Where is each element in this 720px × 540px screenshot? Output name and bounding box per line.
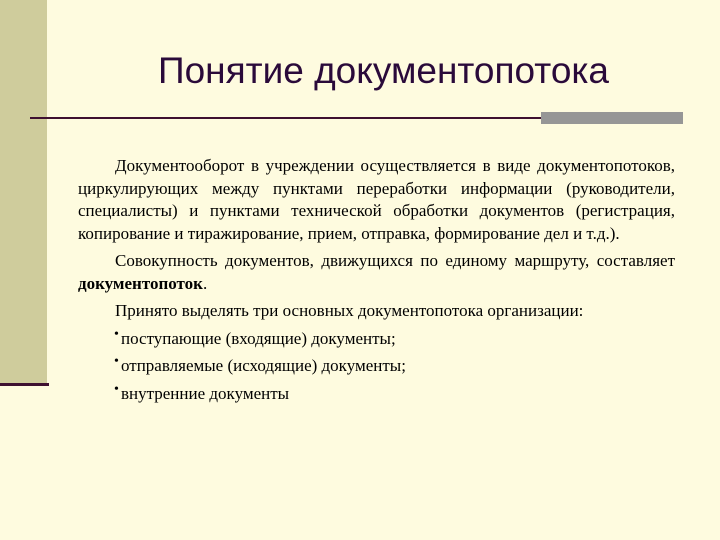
paragraph-main-flows: Принято выделять три основных документопотока организации: [115, 301, 584, 320]
bullet-icon: • [114, 381, 119, 397]
left-bar-underline [0, 383, 49, 386]
list-item-text: отправляемые (исходящие) документы; [121, 356, 406, 375]
list-item [78, 355, 675, 378]
definition-term: документопоток [78, 273, 203, 293]
bullet-icon: • [114, 326, 119, 342]
title-rule-accent [541, 112, 683, 124]
paragraph-definition [78, 250, 675, 295]
slide-title: Понятие документопотока [157, 50, 609, 91]
left-decorative-bar [0, 0, 47, 383]
definition-end: . [202, 273, 208, 293]
list-item [78, 383, 675, 406]
list-item-text: поступающие (входящие) документы; [121, 328, 396, 348]
slide-body [78, 155, 675, 410]
bullet-icon: • [114, 354, 119, 369]
list-item [78, 328, 675, 351]
definition-text: Совокупность документов, движущихся по единому маршруту, составляет [115, 251, 675, 270]
paragraph-document-flow: Документооборот в учреждении осуществляется в виде документопотоков, циркулирующих между пунктами переработки информации (руководители, специалисты) и пунктами технической обработки документов (регистрация, копирование и тиражирование, прием, отправка, формирование дел и т.д.). [78, 156, 675, 243]
flow-list [78, 328, 675, 406]
list-item-text: внутренние документы [121, 383, 290, 403]
